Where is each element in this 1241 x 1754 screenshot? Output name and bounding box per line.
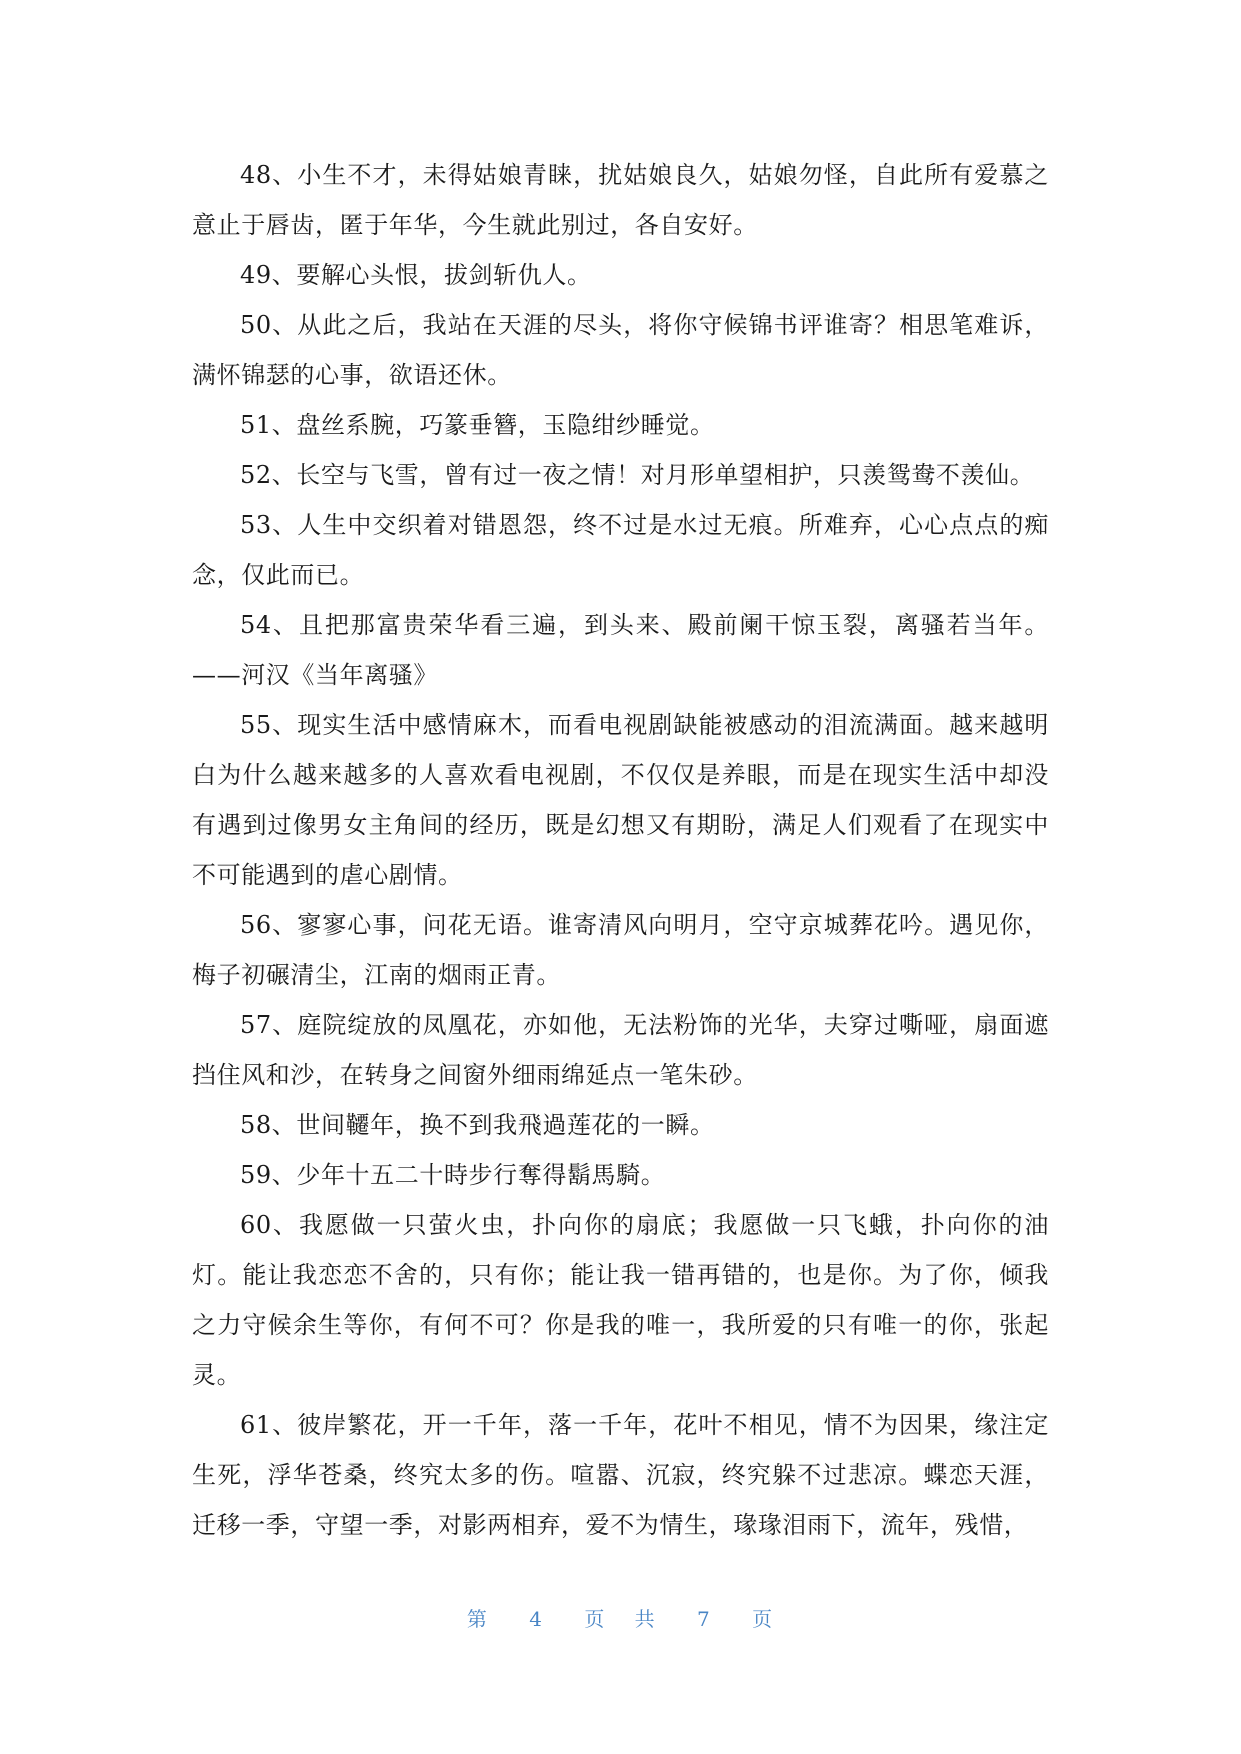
paragraph-61: 61、彼岸繁花，开一千年，落一千年，花叶不相见，情不为因果，缘注定生死，浮华苍桑，终究太多的伤。喧嚣、沉寂，终究躲不过悲凉。蝶恋天涯，迁移一季，守望一季，对影两相弃，爱不为情生，瑑瑑泪雨下，流年，残惜，	[192, 1411, 1049, 1539]
paragraph-48: 48、小生不才，未得姑娘青睐，扰姑娘良久，姑娘勿怪，自此所有爱慕之意止于唇齿，匿于年华，今生就此别过，各自安好。	[192, 161, 1049, 239]
paragraph-55: 55、现实生活中感情麻木，而看电视剧缺能被感动的泪流满面。越来越明白为什么越来越多的人喜欢看电视剧，不仅仅是养眼，而是在现实生活中却没有遇到过像男女主角间的经历，既是幻想又有期盼，满足人们观看了在现实中不可能遇到的虐心剧情。	[192, 711, 1049, 889]
footer-total-pages: 7	[697, 1607, 712, 1631]
paragraph-59: 59、少年十五二十時步行奪得鬍馬騎。	[240, 1161, 666, 1189]
paragraph-60: 60、我愿做一只萤火虫，扑向你的扇底；我愿做一只飞蛾，扑向你的油灯。能让我恋恋不舍的，只有你；能让我一错再错的，也是你。为了你，倾我之力守候余生等你，有何不可？你是我的唯一，我所爱的只有唯一的你，张起灵。	[192, 1211, 1049, 1389]
paragraph-50: 50、从此之后，我站在天涯的尽头，将你守候锦书评谁寄？相思笔难诉，满怀锦瑟的心事，欲语还休。	[192, 311, 1049, 389]
document-body	[192, 150, 1049, 1550]
paragraph-51: 51、盘丝系腕，巧篆垂簪，玉隐绀纱睡觉。	[240, 411, 715, 439]
paragraph-52: 52、长空与飞雪，曾有过一夜之情！对月形单望相护，只羡鸳鸯不羡仙。	[240, 461, 1035, 489]
paragraph-56: 56、寥寥心事，问花无语。谁寄清风向明月，空守京城葬花吟。遇见你，梅子初碾清尘，江南的烟雨正青。	[192, 911, 1049, 989]
paragraph-58: 58、世间韆年，换不到我飛過莲花的一瞬。	[240, 1111, 715, 1139]
paragraph-49: 49、要解心头恨，拔剑斩仇人。	[240, 261, 592, 289]
footer-current-page: 4	[529, 1607, 544, 1631]
footer-middle: 页 共	[584, 1607, 657, 1631]
paragraph-53: 53、人生中交织着对错恩怨，终不过是水过无痕。所难弃，心心点点的痴念，仅此而已。	[192, 511, 1049, 589]
paragraph-57: 57、庭院绽放的凤凰花，亦如他，无法粉饰的光华，夫穿过嘶哑，扇面遮挡住风和沙，在转身之间窗外细雨绵延点一笔朱砂。	[192, 1011, 1049, 1089]
page-footer	[0, 1603, 1241, 1632]
footer-prefix: 第	[466, 1607, 489, 1631]
footer-suffix: 页	[752, 1607, 775, 1631]
paragraph-54: 54、且把那富贵荣华看三遍，到头来、殿前阑干惊玉裂，离骚若当年。——河汉《当年离骚》	[192, 611, 1049, 689]
